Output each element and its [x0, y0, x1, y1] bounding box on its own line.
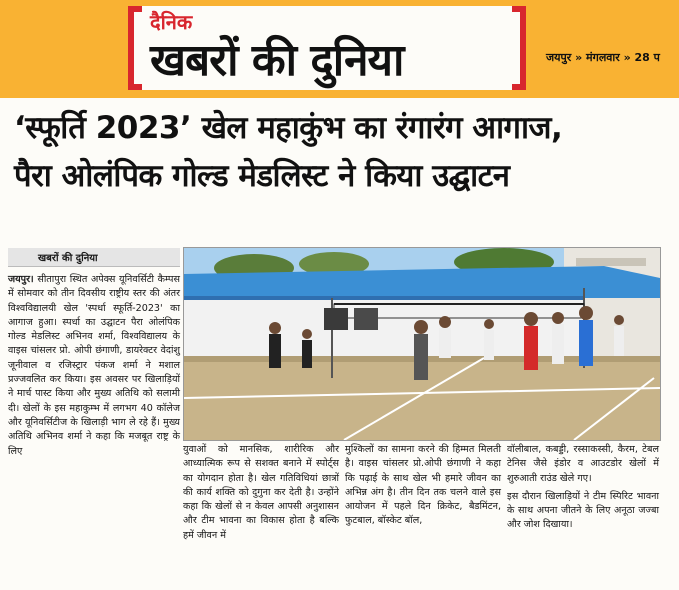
- headline-line-2: पैरा ओलंपिक गोल्ड मेडलिस्ट ने किया उद्घाटन: [14, 158, 510, 194]
- article-column-2: युवाओं को मानसिक, शारीरिक और आध्यात्मिक रूप से सशक्त बनाने में स्पोर्ट्स का योगदान होता है। खेल गतिविधियां छात्रों की कार्य शक्ति को दुगुना कर देती है। उन्होंने कहा कि खेलों से न केवल आपसी अनुशासन और टीम भावना का विकास होता है बल्कि हमें जीवन में: [183, 444, 339, 541]
- headline: [14, 104, 674, 200]
- article-paragraph: [8, 273, 180, 459]
- masthead-dateline: जयपुर » मंगलवार » 28 प: [546, 51, 660, 64]
- article-text-col4b: इस दौरान खिलाड़ियों ने टीम स्पिरिट भावना के साथ अपना जीतने के लिए अनूठा जज्बा और जोश दिखाया।: [507, 490, 659, 531]
- headline-line-1: ‘स्फूर्ति 2023’ खेल महाकुंभ का रंगारंग आगाज,: [14, 110, 563, 146]
- article-text-col4a: वॉलीबाल, कबड्डी, रस्साकस्सी, कैरम, टेबल टेनिस जैसे इंडोर व आउटडोर खेलों में शुरुआती राउंड खेले गए।: [507, 444, 659, 484]
- article-column-1: [8, 248, 180, 459]
- article-text-col1: सीतापुरा स्थित अपेक्स यूनिवर्सिटी कैम्पस में सोमवार को तीन दिवसीय राष्ट्रीय स्तर की अंतर विश्वविद्यालयी खेल 'स्पर्धा स्फूर्ति-2023' का आगाज हुआ। स्पर्धा का उद्घाटन पैरा ओलंपिक गोल्ड मेडलिस्ट अभिनव शर्मा, विश्वविद्यालय के वाइस चांसलर प्रो. ओपी छंगाणी, डायरेक्टर वेदांशु जूनीवाल व रजिस्ट्रार पंकज शर्मा ने मशाल प्रज्जवलित कर किया। इस अवसर पर खिलाड़ियों ने मार्च पास्ट किया और मुख्य अतिथि को सलामी दी। खेलों के इस महाकुम्भ में लगभग 40 कॉलेज और यूनिवर्सिटीज के खिलाड़ी भाग ले रहे हैं। मुख्य अतिथि अभिनव शर्मा ने कहा कि मजबूत राष्ट्र के लिए: [8, 274, 180, 457]
- article-column-4: [507, 443, 659, 533]
- article-dateline: जयपुर।: [8, 274, 34, 285]
- right-bracket: [512, 6, 526, 90]
- article-kicker: खबरों की दुनिया: [8, 248, 180, 267]
- news-photo: [183, 247, 661, 441]
- masthead: [0, 0, 679, 98]
- masthead-title: खबरों की दुनिया: [150, 35, 404, 86]
- volleyball-photo: [184, 248, 660, 440]
- left-bracket: [128, 6, 142, 90]
- masthead-kicker: दैनिक: [150, 10, 193, 34]
- article-column-3: मुश्किलों का सामना करने की हिम्मत मिलती है। वाइस चांसलर प्रो.ओपी छंगाणी ने कहा कि पढ़ाई के साथ खेल भी हमारे जीवन का अभिन्न अंग है। तीन दिन तक चलने वाले इस आयोजन में पहले दिन क्रिकेट, बैडमिंटन, फुटबाल, बॉस्केट बॉल,: [345, 444, 501, 527]
